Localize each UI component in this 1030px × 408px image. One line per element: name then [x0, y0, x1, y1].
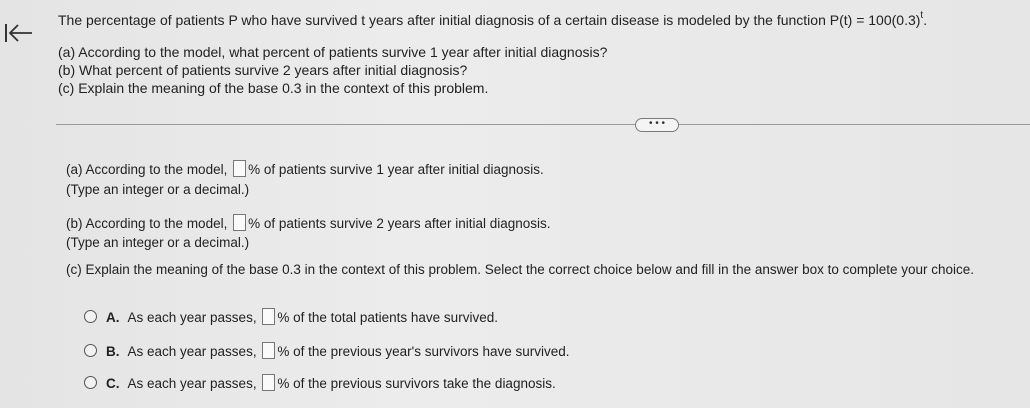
formula — [830, 12, 927, 28]
choice-a-letter: A. — [106, 310, 120, 325]
answer-a-after: % of patients survive 1 year after initial diagnosis. — [248, 162, 544, 177]
answer-b-before: (b) According to the model, — [66, 216, 232, 231]
choice-a-after: % of the total patients have survived. — [277, 310, 498, 325]
question-part-b: (b) What percent of patients survive 2 years after initial diagnosis? — [58, 62, 468, 78]
back-arrow-icon[interactable] — [4, 18, 34, 46]
choice-a[interactable] — [84, 308, 498, 325]
answer-b-after: % of patients survive 2 years after initial diagnosis. — [248, 216, 551, 231]
question-intro-text: The percentage of patients P who have survived t years after initial diagnosis of a certain disease is modeled by the function — [58, 12, 830, 28]
question-intro — [58, 12, 927, 28]
formula-exponent: t — [920, 10, 924, 21]
choice-b-before: As each year passes, — [127, 344, 261, 359]
formula-end: . — [923, 12, 928, 28]
divider — [56, 124, 1030, 125]
answer-a-input[interactable] — [233, 160, 246, 177]
answer-a-hint: (Type an integer or a decimal.) — [66, 182, 250, 197]
choice-b[interactable] — [84, 342, 570, 359]
radio-b[interactable] — [84, 344, 97, 357]
question-part-a: (a) According to the model, what percent of patients survive 1 year after initial diagnosis? — [58, 44, 608, 60]
answer-b-line — [66, 214, 551, 231]
answer-b-hint: (Type an integer or a decimal.) — [66, 235, 250, 250]
choice-c[interactable] — [84, 374, 556, 391]
more-button[interactable]: • • • — [635, 118, 679, 132]
choice-c-input[interactable] — [262, 374, 275, 391]
answer-b-input[interactable] — [233, 214, 246, 231]
radio-c[interactable] — [84, 376, 97, 389]
formula-base: P(t) = 100(0.3) — [829, 12, 921, 28]
choice-a-input[interactable] — [262, 308, 275, 325]
choice-c-letter: C. — [106, 376, 120, 391]
answer-a-before: (a) According to the model, — [66, 162, 232, 177]
choice-b-letter: B. — [106, 344, 120, 359]
choice-c-before: As each year passes, — [127, 376, 261, 391]
choice-b-input[interactable] — [262, 342, 275, 359]
radio-a[interactable] — [84, 310, 97, 323]
choice-c-after: % of the previous survivors take the diagnosis. — [277, 376, 556, 391]
choice-b-after: % of the previous year's survivors have survived. — [277, 344, 570, 359]
question-part-c: (c) Explain the meaning of the base 0.3 in the context of this problem. — [58, 80, 489, 96]
answer-c-prompt: (c) Explain the meaning of the base 0.3 in the context of this problem. Select the correct choice below and fill in the answer box to complete your choice. — [66, 262, 974, 277]
answer-a-line — [66, 160, 544, 177]
choice-a-before: As each year passes, — [127, 310, 261, 325]
